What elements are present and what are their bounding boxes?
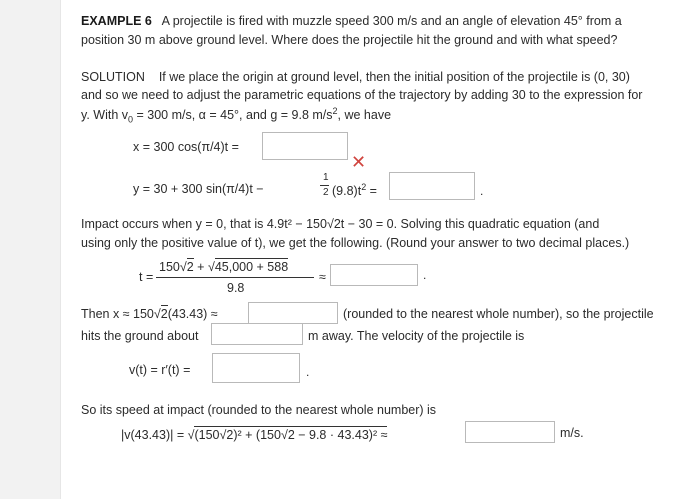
t-answer-field[interactable] bbox=[330, 264, 418, 286]
y-equation-rest: $(9.8)t^2$ = bbox=[332, 182, 377, 199]
t-period: . bbox=[423, 268, 427, 282]
speed-answer-field[interactable] bbox=[465, 421, 555, 443]
x-equation: x = 300 cos(π/4)t = bbox=[133, 140, 239, 154]
t-numerator: 150√2 + √45,000 + 588 bbox=[159, 260, 289, 274]
hits-ground-text: hits the ground about bbox=[81, 329, 199, 343]
velocity-period: . bbox=[306, 365, 310, 379]
then-x-text: Then x ≈ 150√2(43.43) ≈ bbox=[81, 307, 218, 321]
velocity-intro-text: m away. The velocity of the projectile is bbox=[308, 329, 525, 343]
y-equation: y = 30 + 300 sin(π/4)t − bbox=[133, 182, 264, 196]
speed-unit: m/s. bbox=[560, 426, 584, 440]
ground-distance-field[interactable] bbox=[211, 323, 303, 345]
t-label: t = bbox=[139, 270, 154, 284]
t-frac-line bbox=[156, 277, 314, 278]
y-answer-field[interactable] bbox=[389, 172, 475, 200]
incorrect-x-icon: ✕ bbox=[351, 152, 367, 172]
example-text-1: A projectile is fired with muzzle speed 300 m/s and an angle of elevation 45° from a bbox=[161, 14, 622, 28]
example-label: EXAMPLE 6 bbox=[81, 14, 152, 28]
t-denominator: 9.8 bbox=[227, 281, 245, 295]
x-answer-field[interactable] bbox=[262, 132, 348, 160]
solution-text-2: and so we need to adjust the parametric equations of the trajectory by adding 30 to the expression for bbox=[81, 88, 643, 102]
example-text-2: position 30 m above ground level. Where does the projectile hit the ground and with what speed? bbox=[81, 33, 618, 47]
impact-text-1: Impact occurs when y = 0, that is 4.9t² − 150√2t − 30 = 0. Solving this quadratic equation (and bbox=[81, 217, 600, 231]
y-frac-den: 2 bbox=[323, 187, 329, 198]
solution-text-1: If we place the origin at ground level, then the initial position of the projectile is (0, 30) bbox=[158, 70, 630, 84]
velocity-answer-field[interactable] bbox=[212, 353, 300, 383]
solution-line-1 bbox=[81, 70, 630, 84]
t-approx: ≈ bbox=[319, 270, 326, 284]
example-line-1 bbox=[81, 14, 622, 28]
speed-intro-text: So its speed at impact (rounded to the nearest whole number) is bbox=[81, 403, 437, 417]
speed-equation: |v(43.43)| = √(150√2)² + (150√2 − 9.8 · 43.43)² ≈ bbox=[121, 428, 388, 442]
problem-card bbox=[60, 0, 700, 499]
y-frac-num: 1 bbox=[323, 172, 329, 183]
velocity-equation: v(t) = r′(t) = bbox=[129, 363, 191, 377]
y-frac-line bbox=[320, 185, 329, 186]
y-period: . bbox=[480, 184, 484, 198]
then-rounded-text: (rounded to the nearest whole number), so the projectile bbox=[343, 307, 654, 321]
solution-label: SOLUTION bbox=[81, 70, 145, 84]
x-distance-field[interactable] bbox=[248, 302, 338, 324]
solution-text-3: y. With $v_0 = 300$ m/s, α = 45°, and g = 9.8 $m/s^2$, we have bbox=[81, 106, 392, 125]
impact-text-2: using only the positive value of t), we get the following. (Round your answer to two decimal places.) bbox=[81, 236, 630, 250]
